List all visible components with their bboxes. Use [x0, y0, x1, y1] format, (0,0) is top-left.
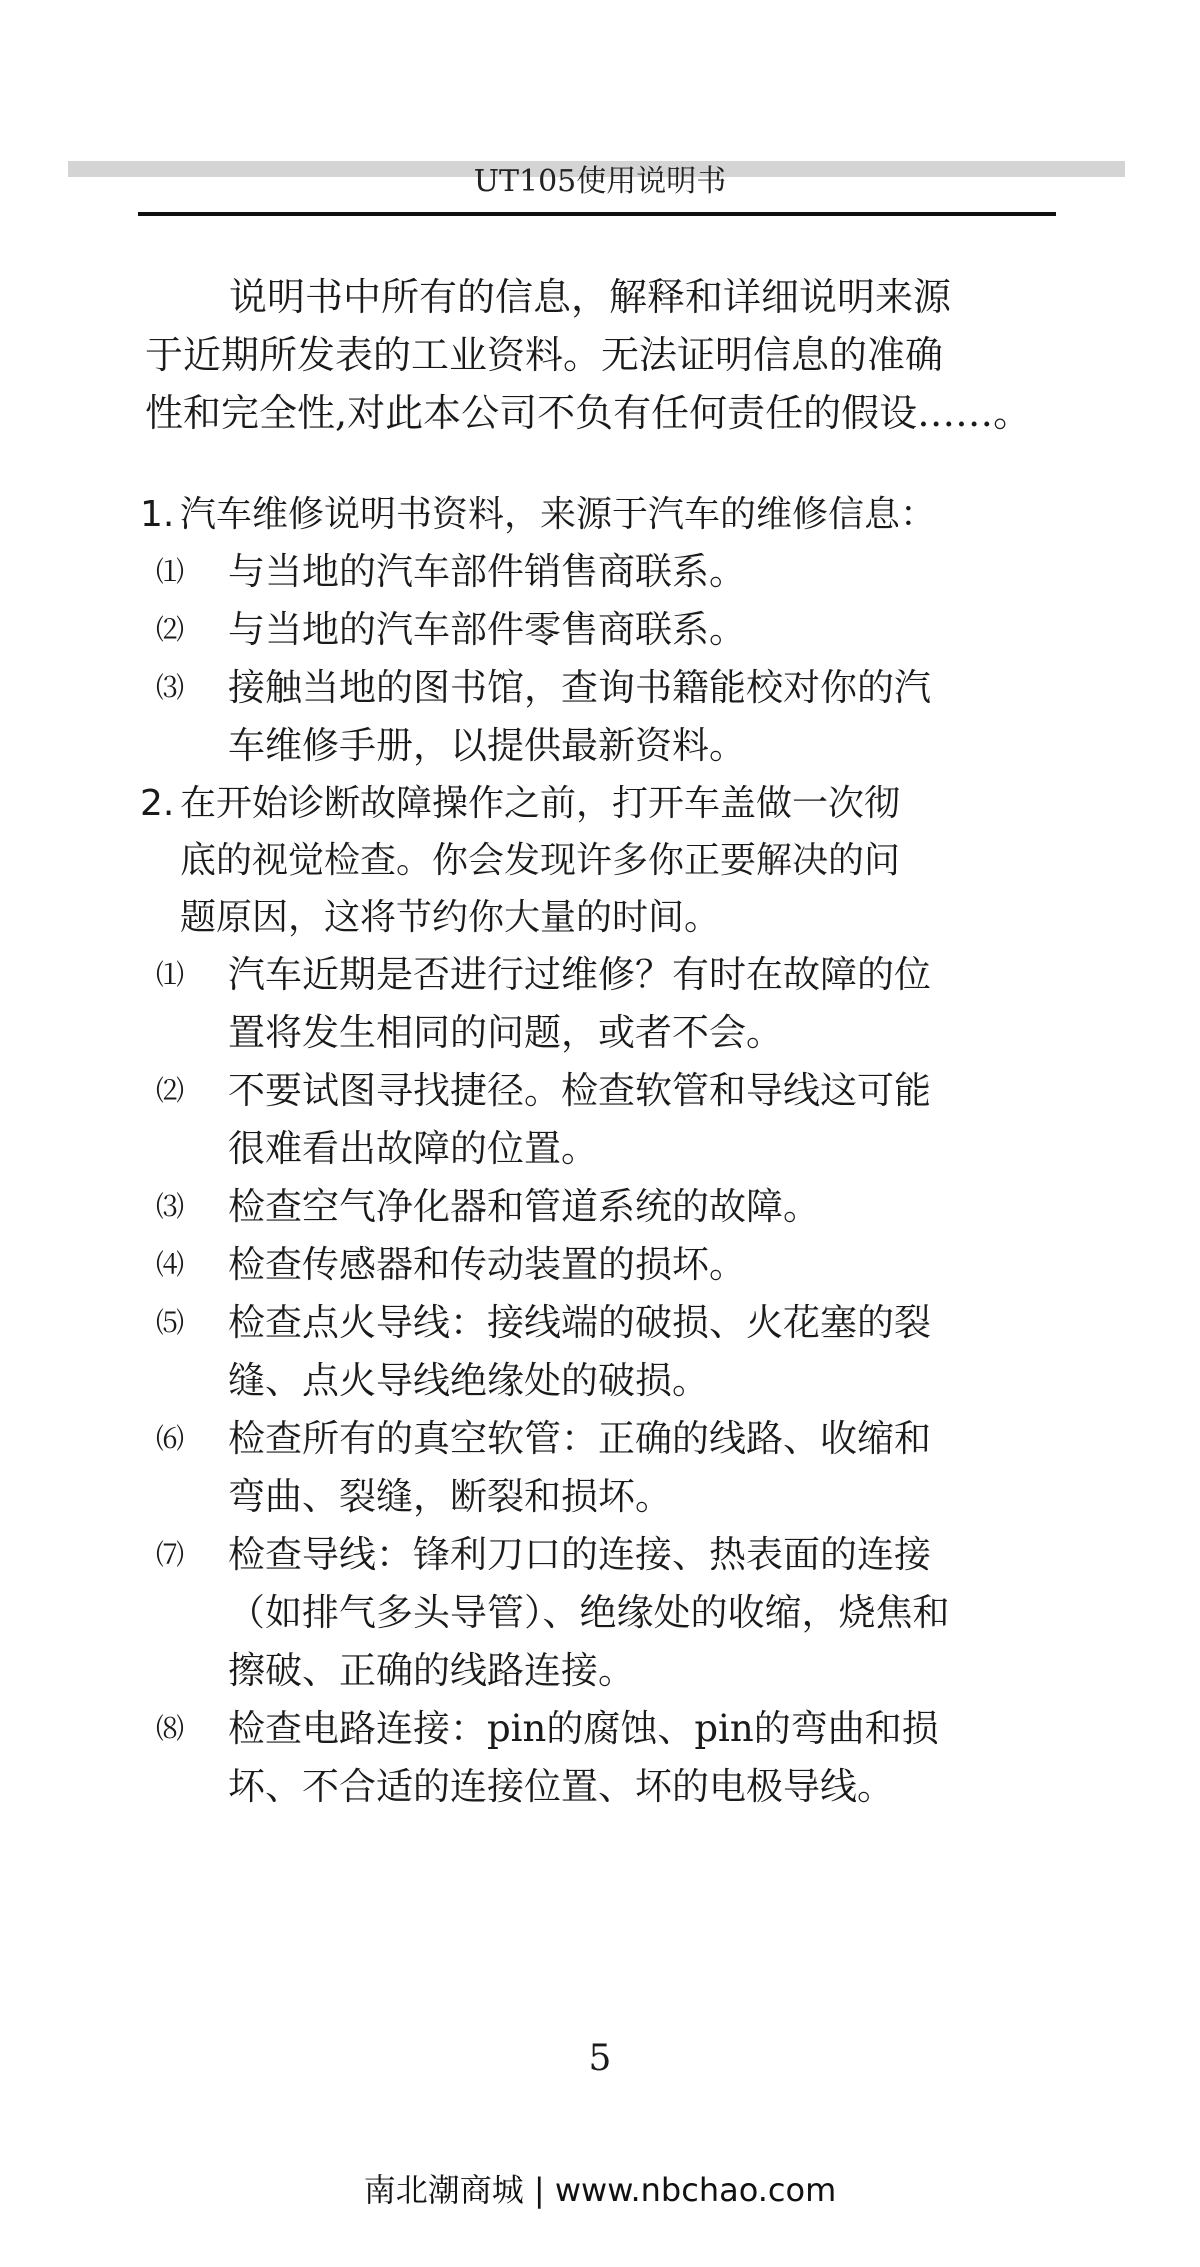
item-line: 置将发生相同的问题，或者不会。: [228, 1011, 783, 1054]
item-marker: ⑻: [156, 1712, 185, 1745]
item-line: 很难看出故障的位置。: [228, 1127, 598, 1170]
item-marker: ⑴: [156, 958, 185, 991]
item-line: 与当地的汽车部件零售商联系。: [228, 608, 746, 651]
item-line: 车维修手册，以提供最新资料。: [228, 724, 746, 767]
item-line: 检查电路连接：pin的腐蚀、pin的弯曲和损: [228, 1707, 939, 1750]
item-line: （如排气多头导管）、绝缘处的收缩，烧焦和: [228, 1591, 950, 1634]
section-heading-text: [140, 486, 1080, 543]
list-item: [140, 1294, 1080, 1410]
list-item: [140, 1526, 1080, 1700]
item-line: 检查所有的真空软管：正确的线路、收缩和: [228, 1417, 931, 1460]
intro-line: 性和完全性,对此本公司不负有任何责任的假设……。: [145, 391, 1032, 435]
item-line: 不要试图寻找捷径。检查软管和导线这可能: [228, 1069, 931, 1112]
list-item: [140, 1700, 1080, 1816]
list-item: [140, 543, 1080, 601]
list-item: [140, 1062, 1080, 1178]
section-heading: [140, 775, 1080, 946]
item-line: 接触当地的图书馆，查询书籍能校对你的汽: [228, 666, 931, 709]
footer-watermark: 南北潮商城 | www.nbchao.com: [363, 2171, 837, 2209]
document-title: UT105使用说明书: [473, 164, 727, 199]
item-line: 擦破、正确的线路连接。: [228, 1649, 635, 1692]
intro-line: 说明书中所有的信息，解释和详细说明来源: [229, 275, 952, 319]
section-heading-line: 在开始诊断故障操作之前，打开车盖做一次彻: [180, 783, 901, 824]
section-heading-line: 汽车维修说明书资料，来源于汽车的维修信息：: [180, 494, 937, 535]
item-marker: ⑹: [156, 1422, 185, 1455]
list-item: [140, 659, 1080, 775]
item-line: 缝、点火导线绝缘处的破损。: [228, 1359, 709, 1402]
item-line: 汽车近期是否进行过维修？有时在故障的位: [228, 953, 931, 996]
item-line: 弯曲、裂缝，断裂和损坏。: [228, 1475, 672, 1518]
section-heading-line: 底的视觉检查。你会发现许多你正要解决的问: [180, 840, 901, 881]
list-item: [140, 1410, 1080, 1526]
instructions-list: [140, 486, 1080, 1816]
list-item: [140, 946, 1080, 1062]
list-item: [140, 1236, 1080, 1294]
intro-paragraph: [145, 268, 1095, 442]
page-number: 5: [588, 2038, 612, 2079]
item-marker: ⑵: [156, 1074, 185, 1107]
item-line: 与当地的汽车部件销售商联系。: [228, 550, 746, 593]
intro-line: 于近期所发表的工业资料。无法证明信息的准确: [145, 333, 944, 377]
list-item: [140, 601, 1080, 659]
item-line: 检查传感器和传动装置的损坏。: [228, 1243, 746, 1286]
section-heading-text: [140, 775, 1080, 946]
item-line: 检查点火导线：接线端的破损、火花塞的裂: [228, 1301, 931, 1344]
item-marker: ⑺: [156, 1538, 185, 1571]
item-marker: ⑷: [156, 1248, 185, 1281]
item-line: 坏、不合适的连接位置、坏的电极导线。: [228, 1765, 894, 1808]
item-line: 检查空气净化器和管道系统的故障。: [228, 1185, 820, 1228]
item-line: 检查导线：锋利刀口的连接、热表面的连接: [228, 1533, 931, 1576]
item-marker: ⑶: [156, 671, 185, 704]
item-marker: ⑸: [156, 1306, 185, 1339]
item-marker: ⑴: [156, 555, 185, 588]
section-number: 2.: [140, 783, 175, 824]
header-divider: [138, 212, 1056, 216]
item-marker: ⑶: [156, 1190, 185, 1223]
section-number: 1.: [140, 494, 175, 535]
section-heading: [140, 486, 1080, 543]
list-item: [140, 1178, 1080, 1236]
item-marker: ⑵: [156, 613, 185, 646]
section-heading-line: 题原因，这将节约你大量的时间。: [180, 897, 721, 938]
